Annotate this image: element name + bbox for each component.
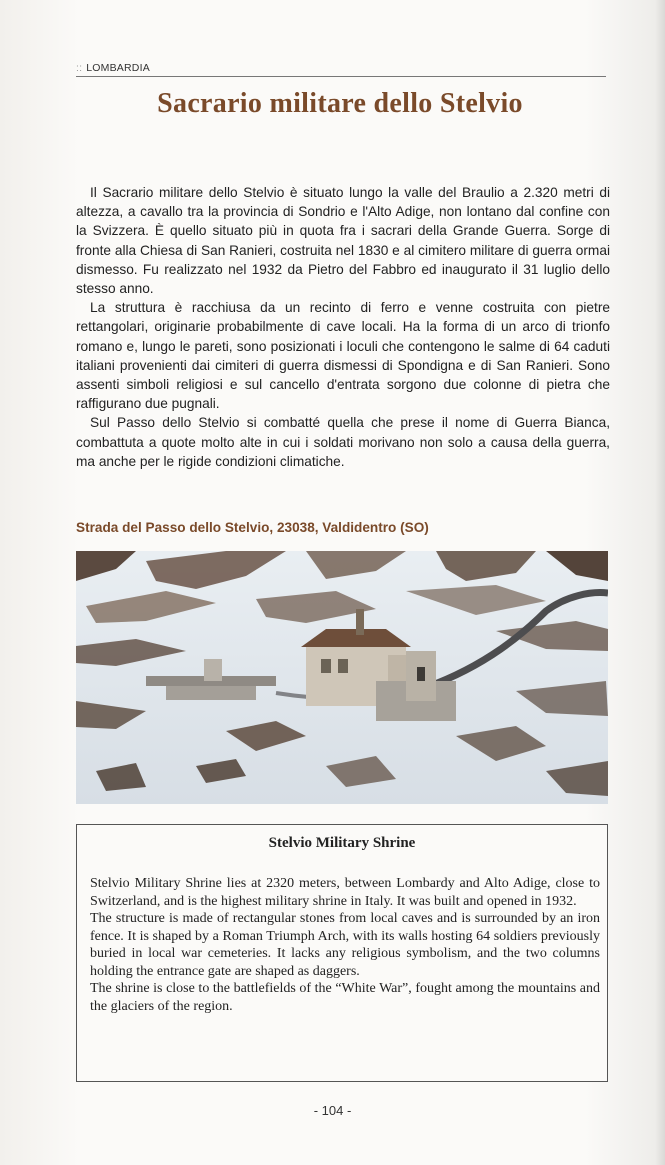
shrine-photo-illustration [76, 551, 608, 804]
header-rule [76, 76, 606, 77]
english-paragraph: The structure is made of rectangular stones from local caves and is surrounded by an iron fence. It is shaped by a Roman Triumph Arch, with its walls hosting 64 soldiers previously buried in local war cemeteries. It lacks any religious symbolism, and the two columns holding the entrance gate are shaped as daggers. [90, 911, 600, 979]
section-header [76, 62, 150, 74]
english-paragraph: The shrine is close to the battlefields of the “White War”, fought among the mountains and the glaciers of the region. [90, 981, 600, 1014]
page-gutter-shadow [655, 0, 665, 1165]
page-title: Sacrario militare dello Stelvio [157, 88, 523, 119]
italian-paragraph: Il Sacrario militare dello Stelvio è situato lungo la valle del Braulio a 2.320 metri di altezza, a cavallo tra la provincia di Sondrio e l'Alto Adige, non lontano dal confine con la Svizzera. È quello situato più in quota fra i sacrari della Grande Guerra. Sorge di fronte alla Chiesa di San Ranieri, costruita nel 1830 e al cimitero militare di guerra ormai dismesso. Fu realizzato nel 1932 da Pietro del Fabbro ed inaugurato il 31 luglio dello stesso anno. [76, 185, 610, 297]
english-summary-box [76, 824, 608, 1082]
section-dots: :: [76, 62, 83, 74]
english-title: Stelvio Military Shrine [268, 835, 416, 851]
english-text [90, 875, 600, 1015]
shrine-photo [76, 551, 608, 804]
section-name: LOMBARDIA [86, 62, 150, 74]
italian-text [76, 183, 610, 471]
italian-paragraph: Sul Passo dello Stelvio si combatté quella che prese il nome di Guerra Bianca, combattuta a quote molto alte in cui i soldati morivano non solo a causa della guerra, ma anche per le rigide condizioni climatiche. [76, 415, 610, 469]
page-number: - 104 - [313, 1103, 352, 1118]
english-paragraph: Stelvio Military Shrine lies at 2320 meters, between Lombardy and Alto Adige, close to Switzerland, and is the highest military shrine in Italy. It was built and opened in 1932. [90, 876, 600, 909]
italian-paragraph: La struttura è racchiusa da un recinto di ferro e venne costruita con pietre rettangolari, originarie probabilmente di cave locali. Ha la forma di un arco di trionfo romano e, lungo le pareti, sono posizionati i loculi che contengono le salme di 64 caduti italiani provenienti dai cimiteri di guerra dismessi di Spondigna e di San Ranieri. Sono assenti simboli religiosi e sul cancello d'entrata sorgono due colonne di pietra che raffigurano due pugnali. [76, 300, 610, 412]
address-line: Strada del Passo dello Stelvio, 23038, Valdidentro (SO) [76, 520, 429, 535]
